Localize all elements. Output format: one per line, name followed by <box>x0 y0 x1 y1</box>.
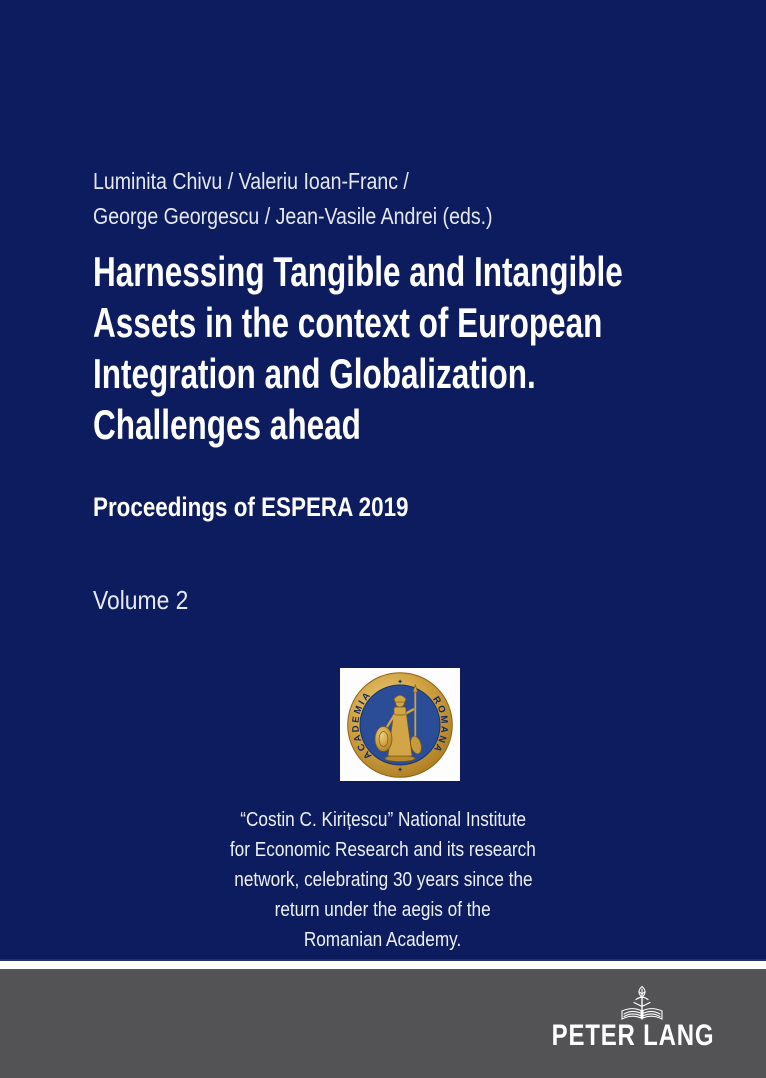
volume-text: Volume 2 <box>93 585 189 615</box>
institute-note <box>0 805 766 955</box>
book-subtitle <box>93 491 473 523</box>
volume-label <box>93 585 201 615</box>
institute-line-2: for Economic Research and its research <box>230 839 536 861</box>
institute-line-4: return under the aegis of the <box>274 899 492 921</box>
authors <box>93 164 563 234</box>
title-line-4: Challenges ahead <box>93 401 361 448</box>
seal-star-bottom: ✦ <box>397 767 403 774</box>
title-line-2: Assets in the context of European <box>93 299 603 346</box>
authors-line-1: Luminita Chivu / Valeriu Ioan-Franc / <box>93 168 409 194</box>
seal-star-top: ✦ <box>397 679 403 686</box>
title-line-3: Integration and Globalization. <box>93 350 536 397</box>
title-line-1: Harnessing Tangible and Intangible <box>93 248 623 295</box>
publisher-name: PETER LANG <box>551 1019 714 1052</box>
seal-text-romana: ROMANA <box>430 694 450 756</box>
subtitle-text: Proceedings of ESPERA 2019 <box>93 492 409 522</box>
authors-line-2: George Georgescu / Jean-Vasile Andrei (eds.) <box>93 203 493 229</box>
romanian-academy-seal <box>340 668 460 781</box>
institute-line-3: network, celebrating 30 years since the <box>233 869 533 891</box>
divider-line <box>0 959 766 969</box>
seal-text-academia: ACADEMIA <box>350 688 375 762</box>
academy-seal-icon <box>347 672 453 778</box>
institute-line-5: Romanian Academy. <box>304 929 462 951</box>
book-title <box>93 246 766 450</box>
institute-line-1: “Costin C. Kirițescu” National Institute <box>240 809 526 831</box>
